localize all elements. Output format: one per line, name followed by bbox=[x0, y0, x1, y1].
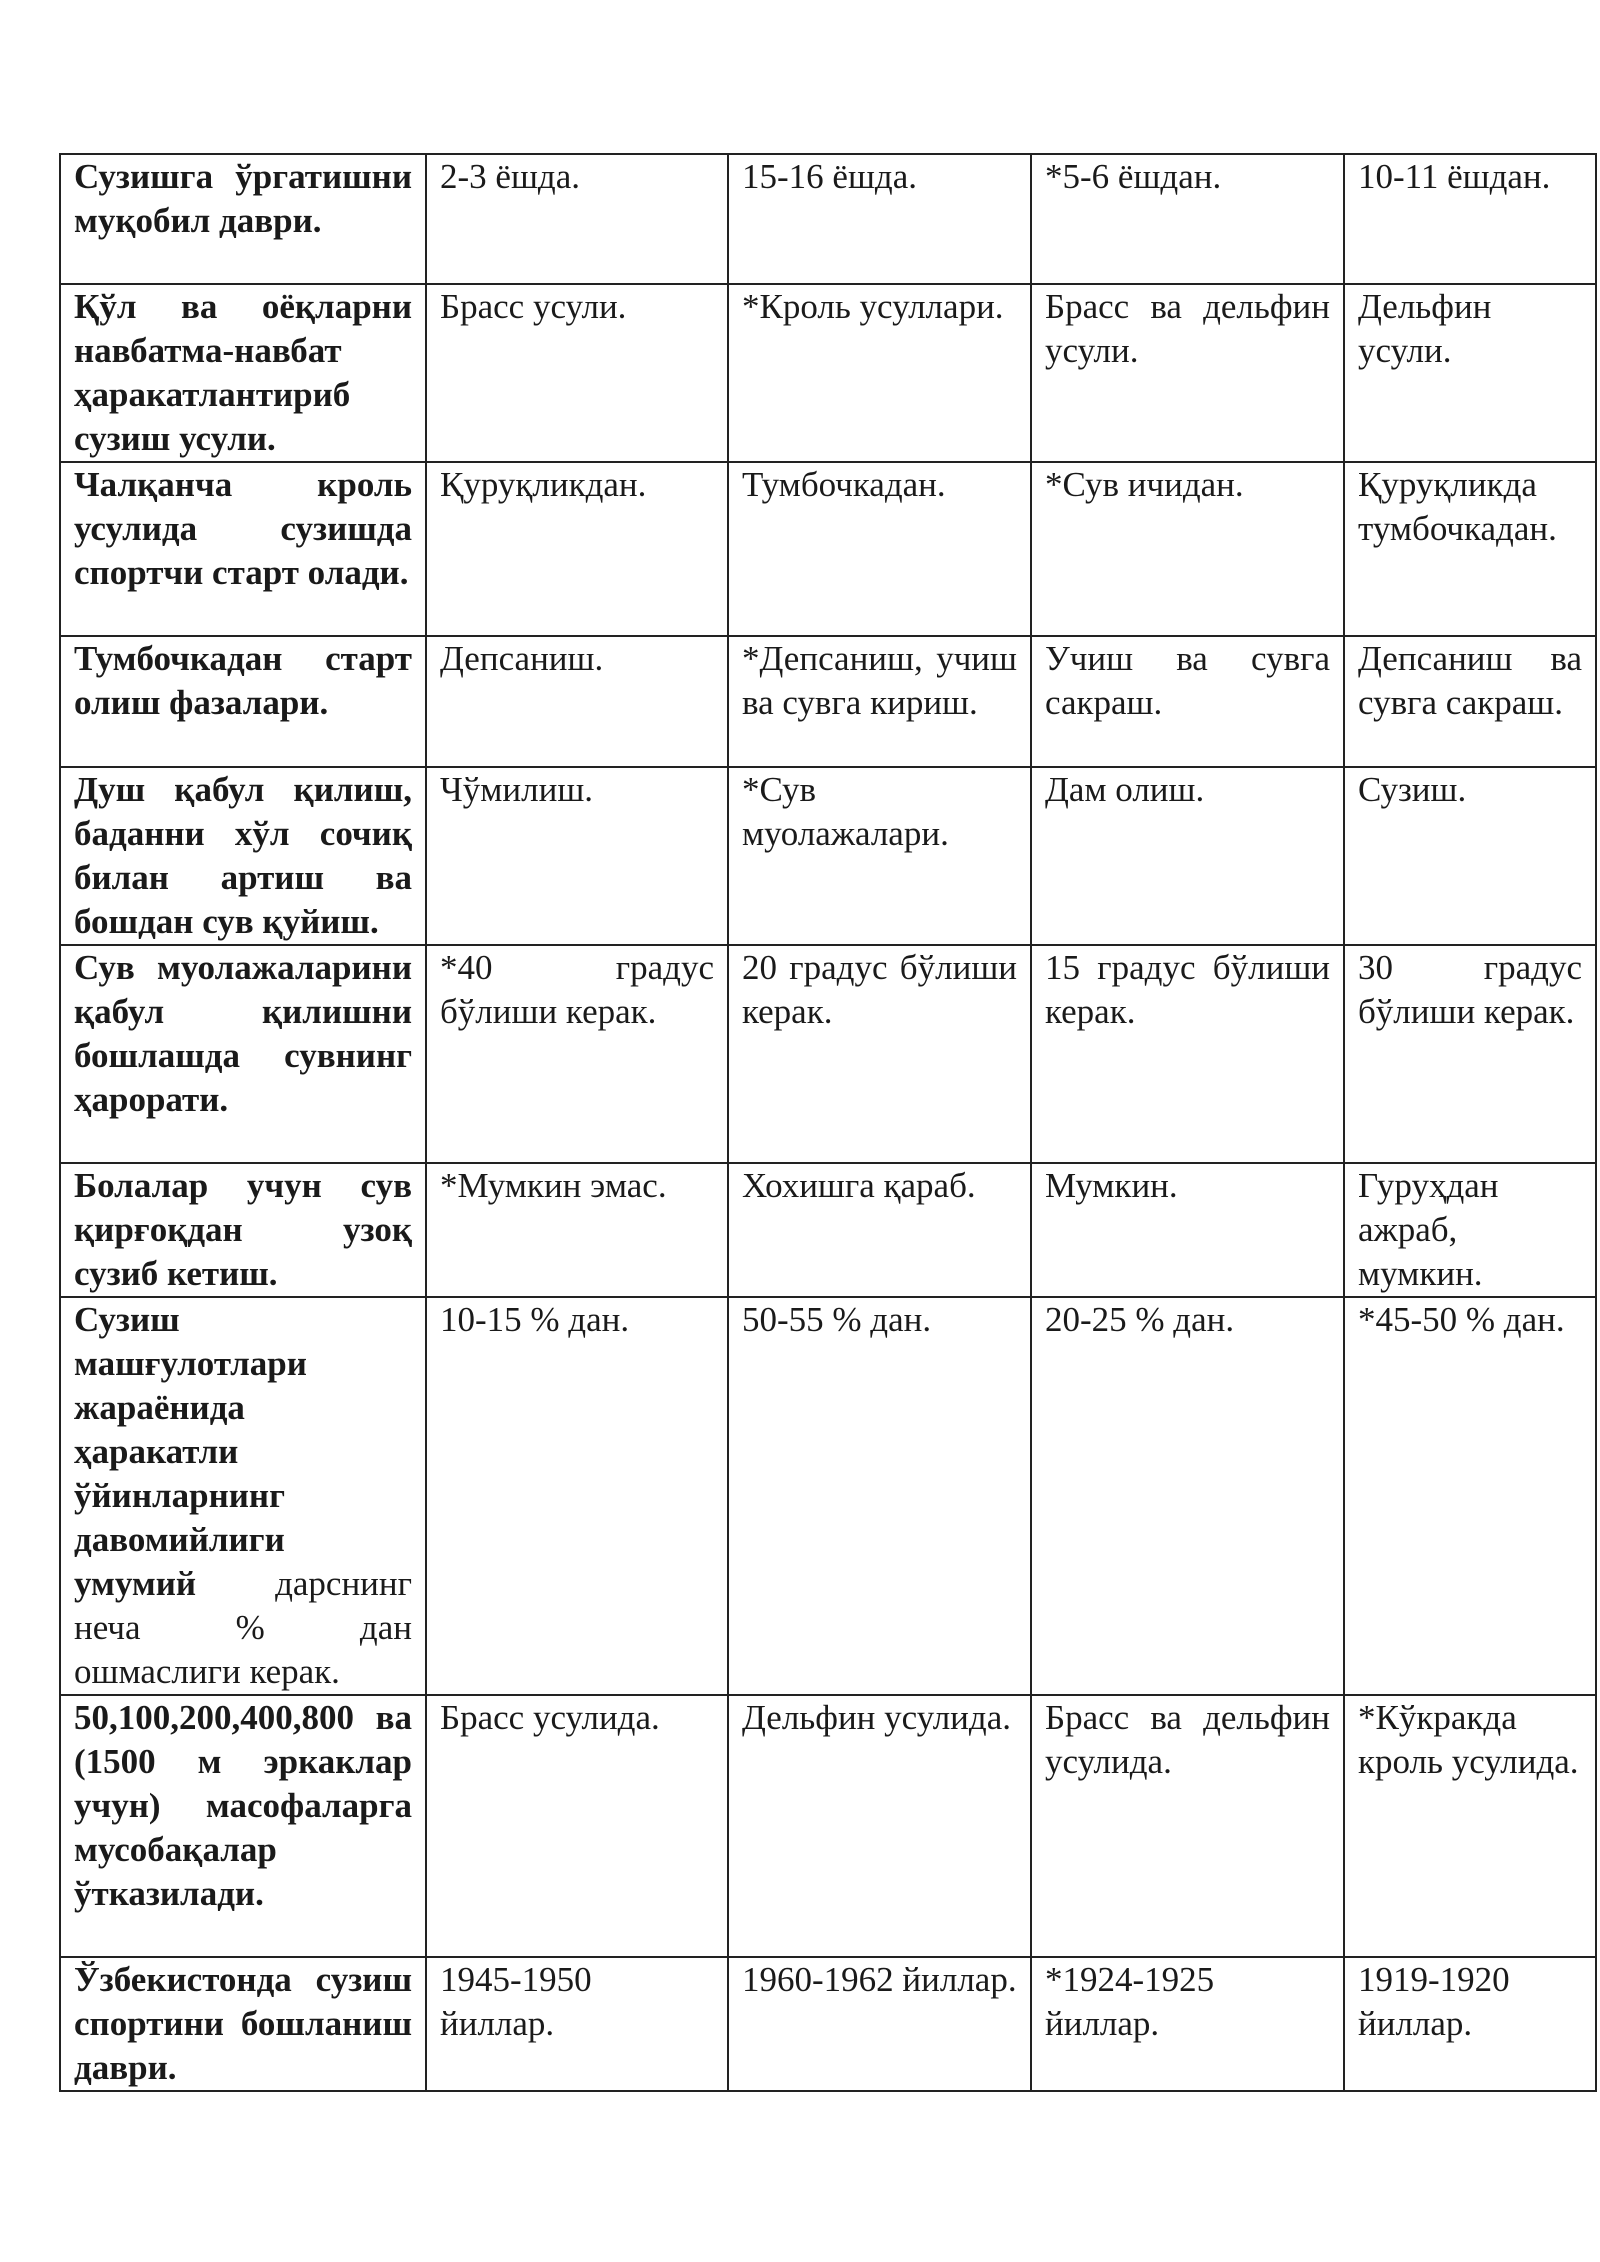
option-cell-b: 50-55 % дан. bbox=[728, 1297, 1031, 1695]
option-cell-c: Учиш ва сувга сакраш. bbox=[1031, 636, 1344, 767]
table-row bbox=[60, 154, 1596, 284]
option-cell-d: Дельфин усули. bbox=[1344, 284, 1596, 462]
question-regular-text: дарснинг неча % дан ошмаслиги керак. bbox=[74, 1564, 412, 1691]
option-cell-b: *Кроль усуллари. bbox=[728, 284, 1031, 462]
option-cell-b: Хохишга қараб. bbox=[728, 1163, 1031, 1297]
option-cell-b: Тумбочкадан. bbox=[728, 462, 1031, 636]
option-cell-c: 20-25 % дан. bbox=[1031, 1297, 1344, 1695]
table-row bbox=[60, 1163, 1596, 1297]
option-cell-a: Қуруқликдан. bbox=[426, 462, 728, 636]
option-cell-a: 1945-1950 йиллар. bbox=[426, 1957, 728, 2091]
option-cell-b: 20 градус бўлиши керак. bbox=[728, 945, 1031, 1163]
table-row bbox=[60, 1695, 1596, 1957]
option-cell-d: Қуруқликда тумбочкадан. bbox=[1344, 462, 1596, 636]
option-cell-c: Дам олиш. bbox=[1031, 767, 1344, 945]
table-row bbox=[60, 1957, 1596, 2091]
question-cell: Тумбочкадан старт олиш фазалари. bbox=[60, 636, 426, 767]
option-cell-a: *40 градус бўлиши керак. bbox=[426, 945, 728, 1163]
option-cell-c: 15 градус бўлиши керак. bbox=[1031, 945, 1344, 1163]
option-cell-a: 2-3 ёшда. bbox=[426, 154, 728, 284]
option-cell-d: 1919-1920 йиллар. bbox=[1344, 1957, 1596, 2091]
table-row bbox=[60, 636, 1596, 767]
option-cell-c: Мумкин. bbox=[1031, 1163, 1344, 1297]
question-bold-text: Сузиш машғулотлари жараёнида ҳаракатли ўйинларнинг давомийлиги умумий bbox=[74, 1300, 307, 1603]
option-cell-a: *Мумкин эмас. bbox=[426, 1163, 728, 1297]
table-row bbox=[60, 945, 1596, 1163]
option-cell-a: Брасс усули. bbox=[426, 284, 728, 462]
option-cell-c: Брасс ва дельфин усули. bbox=[1031, 284, 1344, 462]
option-cell-a: Брасс усулида. bbox=[426, 1695, 728, 1957]
option-cell-b: 1960-1962 йиллар. bbox=[728, 1957, 1031, 2091]
option-cell-b: Дельфин усулида. bbox=[728, 1695, 1031, 1957]
question-cell: Болалар учун сув қирғоқдан узоқ сузиб кетиш. bbox=[60, 1163, 426, 1297]
question-cell: Қўл ва оёқларни навбатма-навбат ҳаракатлантириб сузиш усули. bbox=[60, 284, 426, 462]
option-cell-a: Депсаниш. bbox=[426, 636, 728, 767]
table-row bbox=[60, 767, 1596, 945]
option-cell-b: 15-16 ёшда. bbox=[728, 154, 1031, 284]
option-cell-d: Сузиш. bbox=[1344, 767, 1596, 945]
option-cell-d: Гуруҳдан ажраб, мумкин. bbox=[1344, 1163, 1596, 1297]
option-cell-d: Депсаниш ва сувга сакраш. bbox=[1344, 636, 1596, 767]
option-cell-b: *Сув муолажалари. bbox=[728, 767, 1031, 945]
table-row bbox=[60, 284, 1596, 462]
table-row bbox=[60, 462, 1596, 636]
question-cell: Сузишга ўргатишни муқобил даври. bbox=[60, 154, 426, 284]
option-cell-c: *5-6 ёшдан. bbox=[1031, 154, 1344, 284]
option-cell-a: Чўмилиш. bbox=[426, 767, 728, 945]
option-cell-c: *Сув ичидан. bbox=[1031, 462, 1344, 636]
option-cell-d: 10-11 ёшдан. bbox=[1344, 154, 1596, 284]
question-cell: Сув муолажаларини қабул қилишни бошлашда сувнинг ҳарорати. bbox=[60, 945, 426, 1163]
option-cell-b: *Депсаниш, учиш ва сувга кириш. bbox=[728, 636, 1031, 767]
question-cell: Чалқанча кроль усулида сузишда спортчи старт олади. bbox=[60, 462, 426, 636]
option-cell-a: 10-15 % дан. bbox=[426, 1297, 728, 1695]
quiz-table bbox=[59, 153, 1597, 2092]
question-cell: Ўзбекистонда сузиш спортини бошланиш даври. bbox=[60, 1957, 426, 2091]
question-cell: Душ қабул қилиш, баданни хўл сочиқ билан артиш ва бошдан сув қуйиш. bbox=[60, 767, 426, 945]
option-cell-d: *45-50 % дан. bbox=[1344, 1297, 1596, 1695]
table-row bbox=[60, 1297, 1596, 1695]
option-cell-d: 30 градус бўлиши керак. bbox=[1344, 945, 1596, 1163]
option-cell-c: *1924-1925 йиллар. bbox=[1031, 1957, 1344, 2091]
question-cell: 50,100,200,400,800 ва (1500 м эркаклар учун) масофаларга мусобақалар ўтказилади. bbox=[60, 1695, 426, 1957]
question-cell bbox=[60, 1297, 426, 1695]
option-cell-c: Брасс ва дельфин усулида. bbox=[1031, 1695, 1344, 1957]
option-cell-d: *Кўкракда кроль усулида. bbox=[1344, 1695, 1596, 1957]
